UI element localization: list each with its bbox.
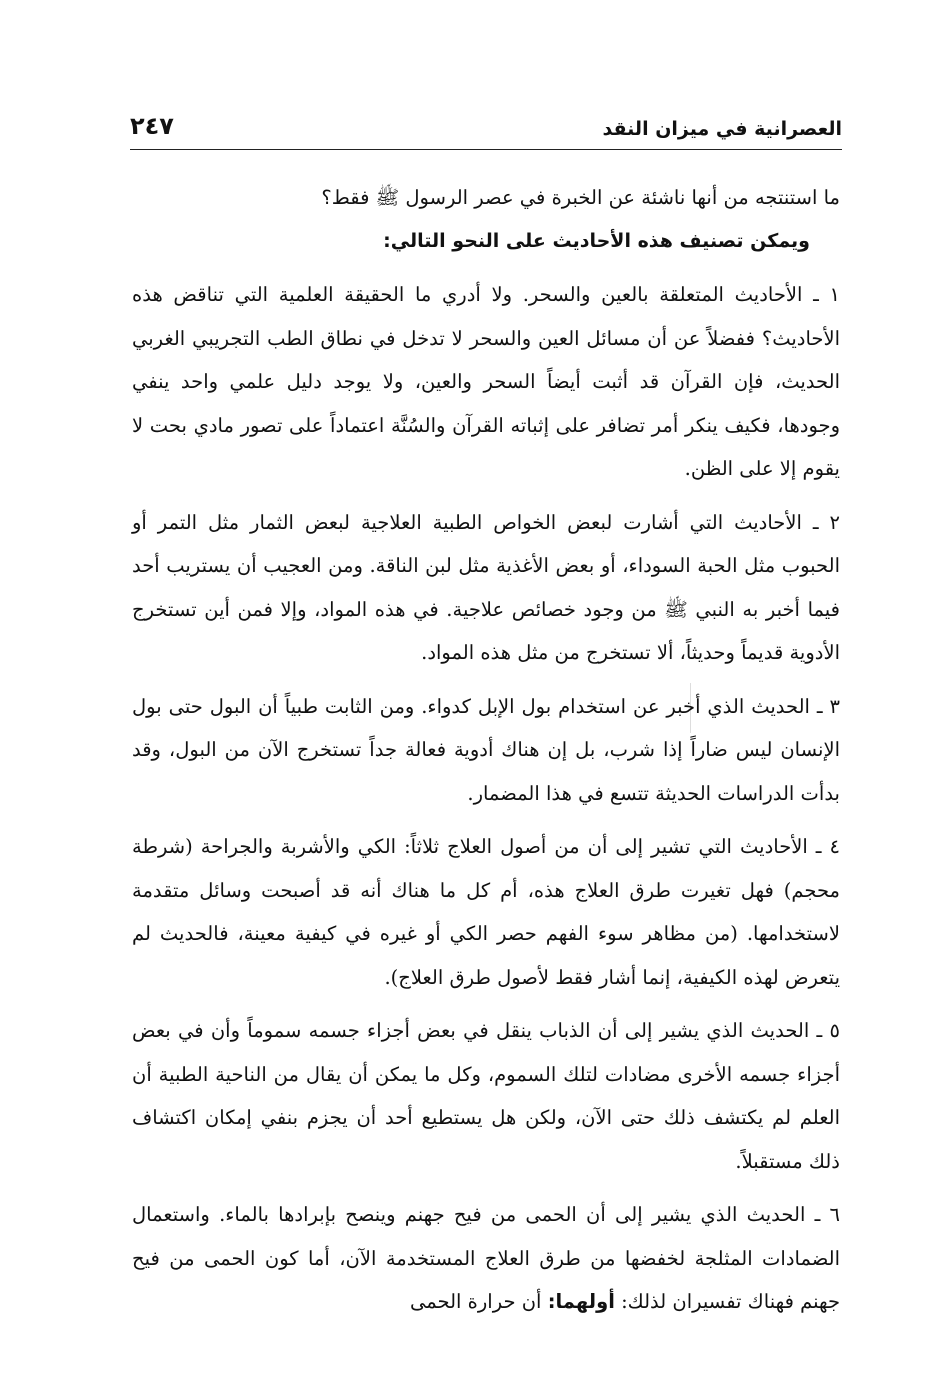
page-header <box>130 110 842 150</box>
paragraph-5: ٥ ـ الحديث الذي يشير إلى أن الذباب ينقل في بعض أجزاء جسمه سموماً وأن في بعض أجزاء جسمه الأخرى مضادات لتلك السموم، وكل ما يمكن أن يقال من الناحية الطبية أن العلم لم يكتشف ذلك حتى الآن، ولكن هل يستطيع أحد أن يجزم بنفي إمكان اكتشاف ذلك مستقبلاً. <box>132 1019 840 1173</box>
header-rule <box>130 149 842 150</box>
paragraph-6-bold: أولهما: <box>547 1290 615 1313</box>
intro-line: ما استنتجه من أنها ناشئة عن الخبرة في عصر الرسول ﷺ فقط؟ <box>321 186 840 209</box>
paragraph-1: ١ ـ الأحاديث المتعلقة بالعين والسحر. ولا أدري ما الحقيقة العلمية التي تناقض هذه الأحاديث؟ ففضلاً عن أن مسائل العين والسحر لا تدخل في نطاق الطب التجريبي الغربي الحديث، فإن القرآن قد أثبت أيضاً السحر والعين، ولا يوجد دليل علمي واحد ينفي وجودها، فكيف ينكر أمر تضافر على إثباته القرآن والسُنَّة اعتماداً على تصور مادي بحت لا يقوم إلا على الظن. <box>132 283 840 480</box>
paragraph-3: ٣ ـ الحديث الذي أخبر عن استخدام بول الإبل كدواء. ومن الثابت طبياً أن البول حتى بول الإنسان ليس ضاراً إذا شرب، بل إن هناك أدوية فعالة جداً تستخرج الآن من البول، وقد بدأت الدراسات الحديثة تتسع في هذا المضمار. <box>132 694 840 805</box>
section-heading: ويمكن تصنيف هذه الأحاديث على النحو التالي: <box>383 229 810 252</box>
paragraph-6 <box>132 1193 840 1324</box>
page-number: ٢٤٧ <box>130 112 174 140</box>
paragraph-6-start: ٦ ـ الحديث الذي يشير إلى أن الحمى من فيح جهنم وينصح بإبرادها بالماء. واستعمال الضمادات المثلجة لخفضها من طرق العلاج المستخدمة الآن، أما كون الحمى من فيح جهنم فهناك تفسيران لذلك: <box>132 1203 840 1313</box>
paragraph-4: ٤ ـ الأحاديث التي تشير إلى أن من أصول العلاج ثلاثاً: الكي والأشربة والجراحة (شرطة محجم) فهل تغيرت طرق العلاج هذه، أم كل ما هناك أنه قد أصبحت وسائل متقدمة لاستخدامها. (من مظاهر سوء الفهم حصر الكي أو غيره في كيفية معينة، فالحديث لم يتعرض لهذه الكيفية، إنما أشار فقط لأصول طرق العلاج). <box>132 835 840 989</box>
paragraph-6-end: أن حرارة الحمى <box>410 1290 542 1313</box>
running-title: العصرانية في ميزان النقد <box>602 118 842 140</box>
paragraph-2: ٢ ـ الأحاديث التي أشارت لبعض الخواص الطبية العلاجية لبعض الثمار مثل التمر أو الحبوب مثل الحبة السوداء، أو بعض الأغذية مثل لبن الناقة. ومن العجيب أن يستريب أحد فيما أخبر به النبي ﷺ من وجود خصائص علاجية. في هذه المواد، وإلا فمن أين تستخرج الأدوية قديماً وحديثاً، ألا تستخرج من مثل هذه المواد. <box>132 510 840 664</box>
body-text <box>132 176 840 1324</box>
